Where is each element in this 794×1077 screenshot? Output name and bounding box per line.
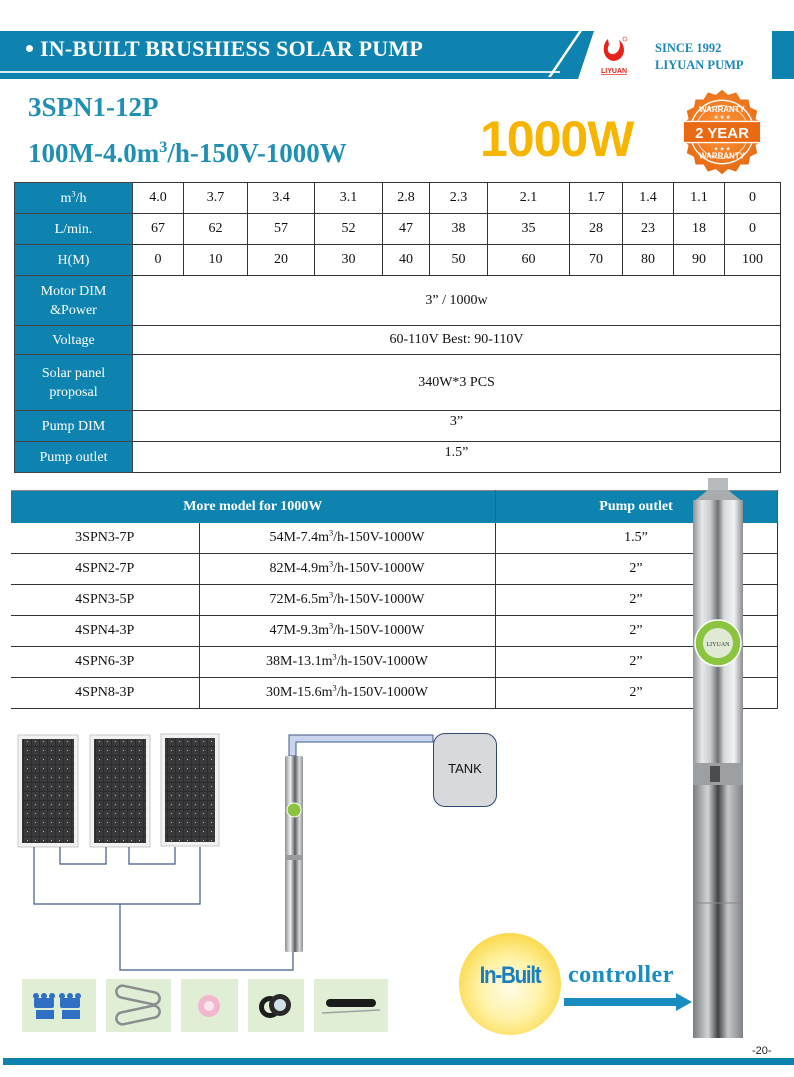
svg-text:WARRANTY: WARRANTY bbox=[699, 151, 745, 161]
outlet-cell: 1.5” bbox=[495, 523, 777, 554]
header-more-model: More model for 1000W bbox=[11, 491, 495, 523]
row-label-voltage: Voltage bbox=[15, 326, 133, 355]
table-cell: 0 bbox=[725, 183, 781, 214]
table-cell: 57 bbox=[248, 214, 315, 245]
table-cell: 2.8 bbox=[383, 183, 430, 214]
table-row-solar-panel bbox=[15, 355, 781, 411]
table-cell: 52 bbox=[315, 214, 383, 245]
outlet-cell: 2” bbox=[495, 585, 777, 616]
table-cell: 18 bbox=[674, 214, 725, 245]
row-label-solar-panel: Solar panel proposal bbox=[15, 355, 133, 411]
table-cell: 2.1 bbox=[488, 183, 570, 214]
svg-text:LIYUAN: LIYUAN bbox=[706, 642, 730, 648]
header-pump-outlet: Pump outlet bbox=[495, 491, 777, 523]
table-row-flow-lmin bbox=[15, 214, 781, 245]
accessory-cable-terminals bbox=[22, 979, 96, 1032]
table-row-motor bbox=[15, 276, 781, 326]
model-cell: 4SPN4-3P bbox=[11, 616, 199, 647]
arrow-right-icon bbox=[564, 993, 692, 1011]
table-cell: 60 bbox=[488, 245, 570, 276]
header-underline bbox=[0, 71, 560, 73]
spec-value-motor: 3” / 1000w bbox=[133, 276, 781, 326]
power-rating: 1000W bbox=[480, 111, 634, 167]
solar-panel-icon bbox=[18, 735, 78, 847]
sealing-tape-icon bbox=[181, 979, 238, 1032]
page-number: -20- bbox=[752, 1045, 772, 1057]
table-row bbox=[11, 554, 777, 585]
cable-terminals-icon bbox=[22, 979, 96, 1032]
row-label-pump-dim: Pump DIM bbox=[15, 411, 133, 442]
table-cell: 3.1 bbox=[315, 183, 383, 214]
table-row-head bbox=[15, 245, 781, 276]
spec-cell: $54M-7.4m^3/h-150V-1000W$ bbox=[199, 523, 495, 554]
table-cell: 1.7 bbox=[570, 183, 623, 214]
table-row bbox=[11, 585, 777, 616]
spec-value-voltage: 60-110V Best: 90-110V bbox=[133, 326, 781, 355]
svg-text:★ ★ ★: ★ ★ ★ bbox=[713, 146, 731, 153]
outlet-cell: 2” bbox=[495, 647, 777, 678]
table-cell: 30 bbox=[315, 245, 383, 276]
solar-panel-icon bbox=[90, 735, 150, 847]
table-cell: 28 bbox=[570, 214, 623, 245]
row-label-flow-lmin: L/min. bbox=[15, 214, 133, 245]
table-cell: 100 bbox=[725, 245, 781, 276]
controller-label: controller bbox=[568, 962, 674, 988]
table-cell: 23 bbox=[623, 214, 674, 245]
table-cell: 62 bbox=[184, 214, 248, 245]
carabiner-icon bbox=[106, 979, 171, 1032]
liyuan-logo-icon bbox=[600, 36, 628, 76]
table-cell: 67 bbox=[133, 214, 184, 245]
header-title bbox=[26, 36, 423, 62]
table-cell: 70 bbox=[570, 245, 623, 276]
model-cell: 4SPN2-7P bbox=[11, 554, 199, 585]
row-label-pump-outlet: Pump outlet bbox=[15, 442, 133, 473]
table-cell: 35 bbox=[488, 214, 570, 245]
row-label-head: H(M) bbox=[15, 245, 133, 276]
spec-value-solar-panel: 340W*3 PCS bbox=[133, 355, 781, 411]
table-cell: 2.3 bbox=[430, 183, 488, 214]
more-models-table bbox=[11, 490, 778, 709]
table-row-flow-m3h bbox=[15, 183, 781, 214]
model-code: 3SPN1-12P bbox=[28, 92, 159, 122]
table-cell: 0 bbox=[725, 214, 781, 245]
outlet-cell: 2” bbox=[495, 678, 777, 709]
insulation-tape-icon bbox=[248, 979, 304, 1032]
model-cell: 4SPN3-5P bbox=[11, 585, 199, 616]
warranty-badge-icon bbox=[678, 88, 766, 176]
model-cell: 4SPN6-3P bbox=[11, 647, 199, 678]
table-cell: 38 bbox=[430, 214, 488, 245]
table-cell: 1.4 bbox=[623, 183, 674, 214]
table-cell: 90 bbox=[674, 245, 725, 276]
spec-cell: $72M-6.5m^3/h-150V-1000W$ bbox=[199, 585, 495, 616]
svg-text:2 YEAR: 2 YEAR bbox=[695, 125, 749, 143]
header-title-text: IN-BUILT BRUSHIESS SOLAR PUMP bbox=[40, 36, 423, 61]
solar-panel-icon bbox=[161, 734, 219, 846]
spec-value-pump-outlet: 1.5” bbox=[133, 442, 781, 473]
table-cell: 20 bbox=[248, 245, 315, 276]
table-row bbox=[11, 616, 777, 647]
svg-text:★ ★ ★: ★ ★ ★ bbox=[713, 114, 731, 121]
table-row-pump-dim bbox=[15, 411, 781, 442]
accessory-cable-joint bbox=[314, 979, 388, 1032]
spec-cell: $30M-15.6m^3/h-150V-1000W$ bbox=[199, 678, 495, 709]
table-cell: 40 bbox=[383, 245, 430, 276]
row-label-motor: Motor DIM &Power bbox=[15, 276, 133, 326]
table-cell: 80 bbox=[623, 245, 674, 276]
accessory-sealing-tape bbox=[181, 979, 238, 1032]
table-row-voltage bbox=[15, 326, 781, 355]
spec-value-pump-dim: 3” bbox=[133, 411, 781, 442]
table-cell: 1.1 bbox=[674, 183, 725, 214]
tank-label: TANK bbox=[448, 760, 482, 776]
model-cell: 3SPN3-7P bbox=[11, 523, 199, 554]
table-cell: 3.4 bbox=[248, 183, 315, 214]
cable-joint-icon bbox=[314, 979, 388, 1032]
table-cell: 50 bbox=[430, 245, 488, 276]
outlet-cell: 2” bbox=[495, 554, 777, 585]
table-cell: 3.7 bbox=[184, 183, 248, 214]
model-spec: $100M-4.0m^3/h-150V-1000W$ bbox=[28, 138, 347, 168]
outlet-cell: 2” bbox=[495, 616, 777, 647]
submersible-pump-image bbox=[690, 478, 746, 1038]
row-label-flow-m3h: $m^3/h$ bbox=[15, 183, 133, 214]
table-cell: 10 bbox=[184, 245, 248, 276]
more-models-header bbox=[11, 491, 777, 523]
table-row bbox=[11, 678, 777, 709]
spec-cell: $47M-9.3m^3/h-150V-1000W$ bbox=[199, 616, 495, 647]
model-cell: 4SPN8-3P bbox=[11, 678, 199, 709]
table-row bbox=[11, 523, 777, 554]
inbuilt-badge-text: In-Built bbox=[479, 962, 541, 989]
table-cell: 0 bbox=[133, 245, 184, 276]
brand-text bbox=[655, 40, 744, 74]
svg-text:LIYUAN: LIYUAN bbox=[600, 68, 628, 75]
table-row-pump-outlet bbox=[15, 442, 781, 473]
spec-cell: $38M-13.1m^3/h-150V-1000W$ bbox=[199, 647, 495, 678]
water-tank bbox=[433, 733, 497, 807]
accessory-carabiner-hooks bbox=[106, 979, 171, 1032]
table-row bbox=[11, 647, 777, 678]
performance-table bbox=[14, 182, 781, 473]
bullet-icon bbox=[26, 45, 33, 52]
table-cell: 4.0 bbox=[133, 183, 184, 214]
accessory-insulation-tape bbox=[248, 979, 304, 1032]
table-cell: 47 bbox=[383, 214, 430, 245]
brand-since: SINCE 1992 bbox=[655, 41, 722, 55]
footer-band bbox=[3, 1058, 794, 1065]
brand-name: LIYUAN PUMP bbox=[655, 58, 744, 72]
svg-text:WARRANTY: WARRANTY bbox=[699, 104, 745, 114]
spec-cell: $82M-4.9m^3/h-150V-1000W$ bbox=[199, 554, 495, 585]
